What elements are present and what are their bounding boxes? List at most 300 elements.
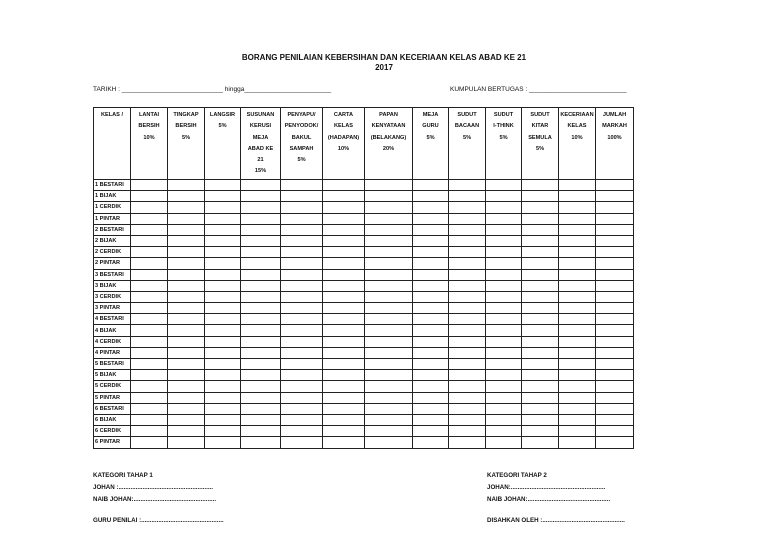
score-cell[interactable]: [596, 258, 634, 269]
score-cell[interactable]: [323, 191, 365, 202]
score-cell[interactable]: [168, 202, 205, 213]
score-cell[interactable]: [241, 325, 281, 336]
score-cell[interactable]: [365, 280, 413, 291]
score-cell[interactable]: [596, 191, 634, 202]
score-cell[interactable]: [365, 235, 413, 246]
score-cell[interactable]: [413, 414, 449, 425]
score-cell[interactable]: [241, 213, 281, 224]
score-cell[interactable]: [281, 213, 323, 224]
score-cell[interactable]: [449, 381, 486, 392]
score-cell[interactable]: [413, 325, 449, 336]
score-cell[interactable]: [522, 403, 559, 414]
score-cell[interactable]: [281, 347, 323, 358]
score-cell[interactable]: [323, 437, 365, 448]
score-cell[interactable]: [168, 180, 205, 191]
score-cell[interactable]: [323, 347, 365, 358]
score-cell[interactable]: [205, 426, 241, 437]
score-cell[interactable]: [449, 314, 486, 325]
score-cell[interactable]: [323, 180, 365, 191]
score-cell[interactable]: [241, 370, 281, 381]
score-cell[interactable]: [486, 224, 522, 235]
score-cell[interactable]: [131, 414, 168, 425]
score-cell[interactable]: [205, 291, 241, 302]
score-cell[interactable]: [596, 370, 634, 381]
score-cell[interactable]: [522, 180, 559, 191]
score-cell[interactable]: [205, 258, 241, 269]
score-cell[interactable]: [365, 336, 413, 347]
score-cell[interactable]: [323, 403, 365, 414]
score-cell[interactable]: [559, 269, 596, 280]
score-cell[interactable]: [559, 180, 596, 191]
score-cell[interactable]: [205, 280, 241, 291]
score-cell[interactable]: [241, 303, 281, 314]
score-cell[interactable]: [413, 403, 449, 414]
score-cell[interactable]: [486, 359, 522, 370]
score-cell[interactable]: [365, 180, 413, 191]
score-cell[interactable]: [281, 403, 323, 414]
score-cell[interactable]: [365, 437, 413, 448]
score-cell[interactable]: [323, 280, 365, 291]
score-cell[interactable]: [486, 280, 522, 291]
score-cell[interactable]: [168, 213, 205, 224]
score-cell[interactable]: [131, 213, 168, 224]
score-cell[interactable]: [522, 437, 559, 448]
score-cell[interactable]: [486, 291, 522, 302]
score-cell[interactable]: [168, 235, 205, 246]
score-cell[interactable]: [281, 370, 323, 381]
score-cell[interactable]: [559, 414, 596, 425]
score-cell[interactable]: [205, 247, 241, 258]
score-cell[interactable]: [168, 370, 205, 381]
score-cell[interactable]: [131, 347, 168, 358]
score-cell[interactable]: [413, 180, 449, 191]
score-cell[interactable]: [413, 314, 449, 325]
score-cell[interactable]: [281, 180, 323, 191]
score-cell[interactable]: [449, 426, 486, 437]
score-cell[interactable]: [559, 224, 596, 235]
score-cell[interactable]: [522, 280, 559, 291]
score-cell[interactable]: [413, 235, 449, 246]
score-cell[interactable]: [486, 392, 522, 403]
score-cell[interactable]: [486, 213, 522, 224]
score-cell[interactable]: [168, 325, 205, 336]
score-cell[interactable]: [323, 381, 365, 392]
score-cell[interactable]: [449, 291, 486, 302]
score-cell[interactable]: [241, 291, 281, 302]
score-cell[interactable]: [281, 426, 323, 437]
score-cell[interactable]: [596, 280, 634, 291]
score-cell[interactable]: [413, 347, 449, 358]
score-cell[interactable]: [449, 347, 486, 358]
score-cell[interactable]: [241, 314, 281, 325]
score-cell[interactable]: [323, 392, 365, 403]
score-cell[interactable]: [241, 426, 281, 437]
score-cell[interactable]: [559, 235, 596, 246]
score-cell[interactable]: [131, 325, 168, 336]
score-cell[interactable]: [486, 347, 522, 358]
score-cell[interactable]: [281, 336, 323, 347]
score-cell[interactable]: [559, 381, 596, 392]
score-cell[interactable]: [241, 202, 281, 213]
score-cell[interactable]: [365, 247, 413, 258]
score-cell[interactable]: [241, 224, 281, 235]
score-cell[interactable]: [486, 258, 522, 269]
score-cell[interactable]: [413, 370, 449, 381]
score-cell[interactable]: [205, 347, 241, 358]
score-cell[interactable]: [131, 280, 168, 291]
score-cell[interactable]: [486, 180, 522, 191]
score-cell[interactable]: [365, 224, 413, 235]
score-cell[interactable]: [522, 291, 559, 302]
score-cell[interactable]: [596, 426, 634, 437]
score-cell[interactable]: [449, 403, 486, 414]
score-cell[interactable]: [596, 224, 634, 235]
score-cell[interactable]: [522, 336, 559, 347]
score-cell[interactable]: [596, 414, 634, 425]
score-cell[interactable]: [365, 191, 413, 202]
score-cell[interactable]: [205, 213, 241, 224]
score-cell[interactable]: [559, 314, 596, 325]
score-cell[interactable]: [596, 213, 634, 224]
score-cell[interactable]: [168, 280, 205, 291]
score-cell[interactable]: [413, 280, 449, 291]
score-cell[interactable]: [449, 180, 486, 191]
score-cell[interactable]: [168, 224, 205, 235]
score-cell[interactable]: [559, 359, 596, 370]
score-cell[interactable]: [559, 426, 596, 437]
score-cell[interactable]: [522, 392, 559, 403]
score-cell[interactable]: [131, 202, 168, 213]
score-cell[interactable]: [323, 314, 365, 325]
score-cell[interactable]: [559, 336, 596, 347]
score-cell[interactable]: [205, 202, 241, 213]
score-cell[interactable]: [486, 314, 522, 325]
score-cell[interactable]: [323, 291, 365, 302]
score-cell[interactable]: [205, 191, 241, 202]
score-cell[interactable]: [596, 247, 634, 258]
score-cell[interactable]: [131, 370, 168, 381]
score-cell[interactable]: [365, 213, 413, 224]
score-cell[interactable]: [365, 258, 413, 269]
score-cell[interactable]: [522, 202, 559, 213]
score-cell[interactable]: [323, 414, 365, 425]
score-cell[interactable]: [559, 403, 596, 414]
score-cell[interactable]: [522, 224, 559, 235]
score-cell[interactable]: [522, 269, 559, 280]
score-cell[interactable]: [205, 403, 241, 414]
score-cell[interactable]: [486, 303, 522, 314]
score-cell[interactable]: [205, 392, 241, 403]
score-cell[interactable]: [522, 235, 559, 246]
score-cell[interactable]: [131, 247, 168, 258]
score-cell[interactable]: [323, 235, 365, 246]
score-cell[interactable]: [559, 303, 596, 314]
score-cell[interactable]: [168, 303, 205, 314]
score-cell[interactable]: [323, 224, 365, 235]
score-cell[interactable]: [281, 414, 323, 425]
score-cell[interactable]: [449, 359, 486, 370]
score-cell[interactable]: [131, 291, 168, 302]
score-cell[interactable]: [596, 437, 634, 448]
score-cell[interactable]: [596, 202, 634, 213]
score-cell[interactable]: [413, 247, 449, 258]
score-cell[interactable]: [241, 235, 281, 246]
score-cell[interactable]: [413, 224, 449, 235]
score-cell[interactable]: [559, 247, 596, 258]
score-cell[interactable]: [486, 414, 522, 425]
score-cell[interactable]: [131, 314, 168, 325]
score-cell[interactable]: [522, 213, 559, 224]
score-cell[interactable]: [241, 280, 281, 291]
score-cell[interactable]: [486, 381, 522, 392]
score-cell[interactable]: [131, 269, 168, 280]
score-cell[interactable]: [559, 370, 596, 381]
score-cell[interactable]: [281, 269, 323, 280]
score-cell[interactable]: [596, 336, 634, 347]
score-cell[interactable]: [281, 437, 323, 448]
score-cell[interactable]: [413, 202, 449, 213]
score-cell[interactable]: [131, 403, 168, 414]
score-cell[interactable]: [449, 202, 486, 213]
score-cell[interactable]: [168, 381, 205, 392]
score-cell[interactable]: [449, 392, 486, 403]
score-cell[interactable]: [241, 359, 281, 370]
score-cell[interactable]: [205, 370, 241, 381]
score-cell[interactable]: [559, 392, 596, 403]
score-cell[interactable]: [205, 359, 241, 370]
score-cell[interactable]: [168, 314, 205, 325]
score-cell[interactable]: [131, 258, 168, 269]
score-cell[interactable]: [241, 247, 281, 258]
score-cell[interactable]: [413, 392, 449, 403]
score-cell[interactable]: [205, 224, 241, 235]
score-cell[interactable]: [323, 370, 365, 381]
score-cell[interactable]: [323, 426, 365, 437]
score-cell[interactable]: [449, 258, 486, 269]
score-cell[interactable]: [559, 325, 596, 336]
score-cell[interactable]: [131, 180, 168, 191]
score-cell[interactable]: [486, 269, 522, 280]
score-cell[interactable]: [559, 347, 596, 358]
score-cell[interactable]: [168, 414, 205, 425]
score-cell[interactable]: [241, 191, 281, 202]
score-cell[interactable]: [323, 359, 365, 370]
score-cell[interactable]: [131, 426, 168, 437]
score-cell[interactable]: [449, 336, 486, 347]
score-cell[interactable]: [205, 325, 241, 336]
score-cell[interactable]: [323, 202, 365, 213]
score-cell[interactable]: [241, 347, 281, 358]
score-cell[interactable]: [131, 381, 168, 392]
score-cell[interactable]: [205, 235, 241, 246]
score-cell[interactable]: [281, 392, 323, 403]
score-cell[interactable]: [281, 303, 323, 314]
score-cell[interactable]: [131, 336, 168, 347]
score-cell[interactable]: [131, 392, 168, 403]
score-cell[interactable]: [413, 437, 449, 448]
score-cell[interactable]: [281, 247, 323, 258]
score-cell[interactable]: [449, 247, 486, 258]
score-cell[interactable]: [449, 370, 486, 381]
score-cell[interactable]: [323, 247, 365, 258]
score-cell[interactable]: [281, 258, 323, 269]
score-cell[interactable]: [281, 202, 323, 213]
score-cell[interactable]: [241, 414, 281, 425]
score-cell[interactable]: [205, 303, 241, 314]
score-cell[interactable]: [413, 359, 449, 370]
score-cell[interactable]: [596, 314, 634, 325]
score-cell[interactable]: [486, 437, 522, 448]
score-cell[interactable]: [413, 258, 449, 269]
score-cell[interactable]: [281, 314, 323, 325]
score-cell[interactable]: [486, 191, 522, 202]
score-cell[interactable]: [413, 336, 449, 347]
score-cell[interactable]: [559, 191, 596, 202]
score-cell[interactable]: [596, 303, 634, 314]
score-cell[interactable]: [522, 381, 559, 392]
score-cell[interactable]: [131, 359, 168, 370]
score-cell[interactable]: [596, 291, 634, 302]
score-cell[interactable]: [241, 403, 281, 414]
score-cell[interactable]: [168, 426, 205, 437]
score-cell[interactable]: [559, 280, 596, 291]
score-cell[interactable]: [323, 258, 365, 269]
score-cell[interactable]: [413, 303, 449, 314]
score-cell[interactable]: [413, 213, 449, 224]
score-cell[interactable]: [241, 336, 281, 347]
score-cell[interactable]: [365, 325, 413, 336]
score-cell[interactable]: [559, 437, 596, 448]
score-cell[interactable]: [168, 347, 205, 358]
score-cell[interactable]: [205, 381, 241, 392]
score-cell[interactable]: [413, 191, 449, 202]
score-cell[interactable]: [131, 303, 168, 314]
score-cell[interactable]: [486, 336, 522, 347]
score-cell[interactable]: [522, 258, 559, 269]
score-cell[interactable]: [449, 269, 486, 280]
score-cell[interactable]: [522, 370, 559, 381]
score-cell[interactable]: [205, 269, 241, 280]
score-cell[interactable]: [596, 381, 634, 392]
score-cell[interactable]: [168, 336, 205, 347]
score-cell[interactable]: [323, 325, 365, 336]
score-cell[interactable]: [449, 280, 486, 291]
score-cell[interactable]: [449, 224, 486, 235]
score-cell[interactable]: [522, 303, 559, 314]
score-cell[interactable]: [413, 426, 449, 437]
score-cell[interactable]: [596, 359, 634, 370]
score-cell[interactable]: [131, 224, 168, 235]
score-cell[interactable]: [596, 403, 634, 414]
score-cell[interactable]: [596, 180, 634, 191]
score-cell[interactable]: [205, 180, 241, 191]
score-cell[interactable]: [413, 291, 449, 302]
score-cell[interactable]: [522, 414, 559, 425]
score-cell[interactable]: [281, 291, 323, 302]
score-cell[interactable]: [323, 213, 365, 224]
score-cell[interactable]: [522, 314, 559, 325]
score-cell[interactable]: [522, 359, 559, 370]
score-cell[interactable]: [205, 314, 241, 325]
score-cell[interactable]: [596, 235, 634, 246]
score-cell[interactable]: [365, 414, 413, 425]
score-cell[interactable]: [365, 381, 413, 392]
score-cell[interactable]: [365, 370, 413, 381]
score-cell[interactable]: [168, 359, 205, 370]
score-cell[interactable]: [449, 191, 486, 202]
score-cell[interactable]: [281, 325, 323, 336]
score-cell[interactable]: [205, 336, 241, 347]
score-cell[interactable]: [205, 414, 241, 425]
score-cell[interactable]: [281, 381, 323, 392]
score-cell[interactable]: [281, 280, 323, 291]
score-cell[interactable]: [281, 235, 323, 246]
score-cell[interactable]: [596, 392, 634, 403]
score-cell[interactable]: [365, 347, 413, 358]
score-cell[interactable]: [365, 392, 413, 403]
score-cell[interactable]: [365, 202, 413, 213]
score-cell[interactable]: [168, 403, 205, 414]
score-cell[interactable]: [168, 392, 205, 403]
score-cell[interactable]: [522, 325, 559, 336]
score-cell[interactable]: [559, 202, 596, 213]
score-cell[interactable]: [413, 381, 449, 392]
score-cell[interactable]: [449, 303, 486, 314]
score-cell[interactable]: [449, 235, 486, 246]
score-cell[interactable]: [323, 269, 365, 280]
score-cell[interactable]: [596, 269, 634, 280]
score-cell[interactable]: [241, 180, 281, 191]
score-cell[interactable]: [449, 437, 486, 448]
score-cell[interactable]: [241, 437, 281, 448]
score-cell[interactable]: [131, 437, 168, 448]
score-cell[interactable]: [486, 370, 522, 381]
score-cell[interactable]: [596, 325, 634, 336]
score-cell[interactable]: [281, 224, 323, 235]
score-cell[interactable]: [131, 235, 168, 246]
score-cell[interactable]: [323, 303, 365, 314]
score-cell[interactable]: [241, 258, 281, 269]
score-cell[interactable]: [365, 303, 413, 314]
score-cell[interactable]: [559, 258, 596, 269]
score-cell[interactable]: [486, 202, 522, 213]
score-cell[interactable]: [449, 325, 486, 336]
score-cell[interactable]: [486, 235, 522, 246]
score-cell[interactable]: [559, 291, 596, 302]
score-cell[interactable]: [486, 426, 522, 437]
score-cell[interactable]: [205, 437, 241, 448]
score-cell[interactable]: [413, 269, 449, 280]
score-cell[interactable]: [365, 359, 413, 370]
score-cell[interactable]: [168, 291, 205, 302]
score-cell[interactable]: [365, 269, 413, 280]
score-cell[interactable]: [241, 269, 281, 280]
score-cell[interactable]: [365, 291, 413, 302]
score-cell[interactable]: [365, 426, 413, 437]
score-cell[interactable]: [168, 247, 205, 258]
score-cell[interactable]: [131, 191, 168, 202]
score-cell[interactable]: [168, 437, 205, 448]
score-cell[interactable]: [323, 336, 365, 347]
score-cell[interactable]: [365, 314, 413, 325]
score-cell[interactable]: [449, 414, 486, 425]
score-cell[interactable]: [522, 347, 559, 358]
score-cell[interactable]: [281, 359, 323, 370]
score-cell[interactable]: [486, 247, 522, 258]
score-cell[interactable]: [449, 213, 486, 224]
score-cell[interactable]: [559, 213, 596, 224]
score-cell[interactable]: [486, 325, 522, 336]
